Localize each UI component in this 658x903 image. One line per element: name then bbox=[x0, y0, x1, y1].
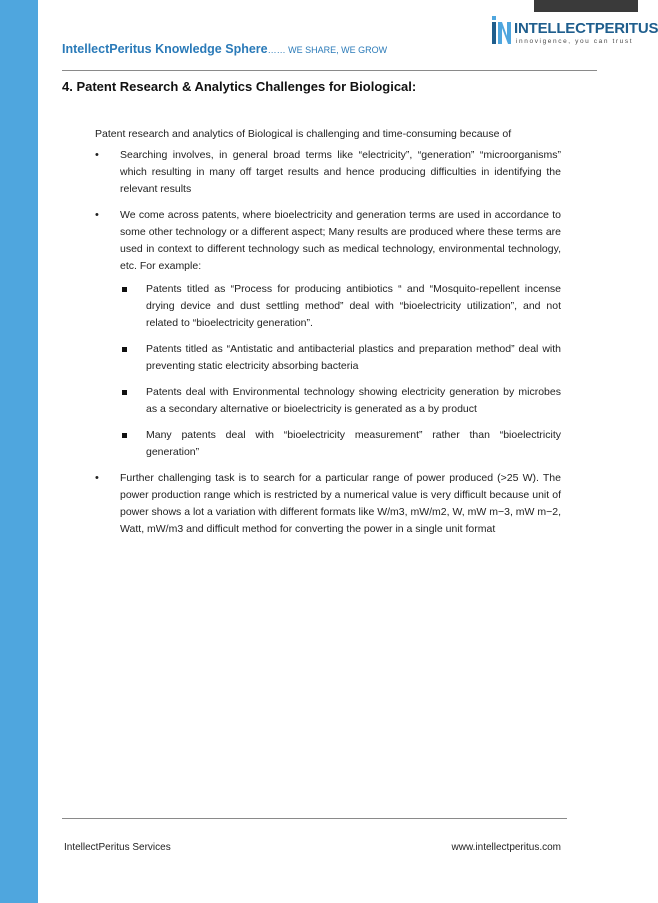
sub-list-item-text: Many patents deal with “bioelectricity measurement” rather than “bioelectricity generation” bbox=[146, 429, 561, 458]
bullet-icon: • bbox=[95, 209, 99, 221]
bullet-icon: • bbox=[95, 472, 99, 484]
footer-website-link[interactable]: www.intellectperitus.com bbox=[451, 842, 561, 853]
logo-mark-icon bbox=[490, 14, 512, 48]
footer-divider bbox=[62, 818, 567, 819]
top-corner-bar bbox=[534, 0, 638, 12]
sub-list-item bbox=[120, 384, 561, 418]
footer-company: IntellectPeritus Services bbox=[64, 842, 171, 853]
sub-list-item bbox=[120, 281, 561, 332]
logo-tagline: innovigence, you can trust bbox=[516, 38, 634, 45]
example-list bbox=[120, 281, 561, 461]
square-bullet-icon bbox=[122, 433, 127, 438]
list-item bbox=[95, 207, 561, 461]
company-logo bbox=[490, 14, 658, 48]
header-tagline: …… WE SHARE, WE GROW bbox=[267, 45, 388, 55]
header-divider bbox=[62, 70, 597, 71]
challenge-list bbox=[95, 147, 561, 538]
section-body bbox=[95, 126, 561, 547]
list-item-text: Searching involves, in general broad terms like “electricity”, “generation” “microorganisms” which resulting in many off target results and hence producing difficulties in identifying the relevant results bbox=[120, 149, 561, 195]
list-item-text: We come across patents, where bioelectricity and generation terms are used in accordance to some other technology or a different aspect; Many results are produced where these terms are used in context to different technology such as medical technology, environmental technology, etc. For example: bbox=[120, 209, 561, 272]
list-item bbox=[95, 147, 561, 198]
left-accent-stripe bbox=[0, 0, 38, 903]
square-bullet-icon bbox=[122, 390, 127, 395]
intro-paragraph: Patent research and analytics of Biological is challenging and time-consuming because of bbox=[95, 128, 512, 140]
sub-list-item bbox=[120, 341, 561, 375]
sub-list-item bbox=[120, 427, 561, 461]
header-brand: IntellectPeritus Knowledge Sphere bbox=[62, 42, 268, 56]
square-bullet-icon bbox=[122, 347, 127, 352]
section-heading: 4. Patent Research & Analytics Challenges for Biological: bbox=[62, 79, 417, 94]
sub-list-item-text: Patents titled as “Process for producing antibiotics “ and “Mosquito-repellent incense drying device and dust settling method” deal with “bioelectricity utilization”, and not related to “bioelectricity generation”. bbox=[146, 283, 561, 329]
bullet-icon: • bbox=[95, 149, 99, 161]
sub-list-item-text: Patents deal with Environmental technology showing electricity generation by microbes as a secondary alternative or bioelectricity is generated as a by product bbox=[146, 386, 561, 415]
page-header bbox=[62, 42, 387, 56]
sub-list-item-text: Patents titled as “Antistatic and antibacterial plastics and preparation method” deal with preventing static electricity absorbing bacteria bbox=[146, 343, 561, 372]
list-item-text: Further challenging task is to search for a particular range of power produced (>25 W). The power production range which is restricted by a numerical value is very difficult because unit of power shows a lot a variation with different formats like W/m3, mW/m2, W, mW m−3, mW m−2, Watt, mW/m3 and difficult method for converting the power in a single unit format bbox=[120, 472, 561, 535]
list-item bbox=[95, 470, 561, 538]
logo-wordmark: INTELLECTPERITUS bbox=[514, 20, 658, 37]
square-bullet-icon bbox=[122, 287, 127, 292]
